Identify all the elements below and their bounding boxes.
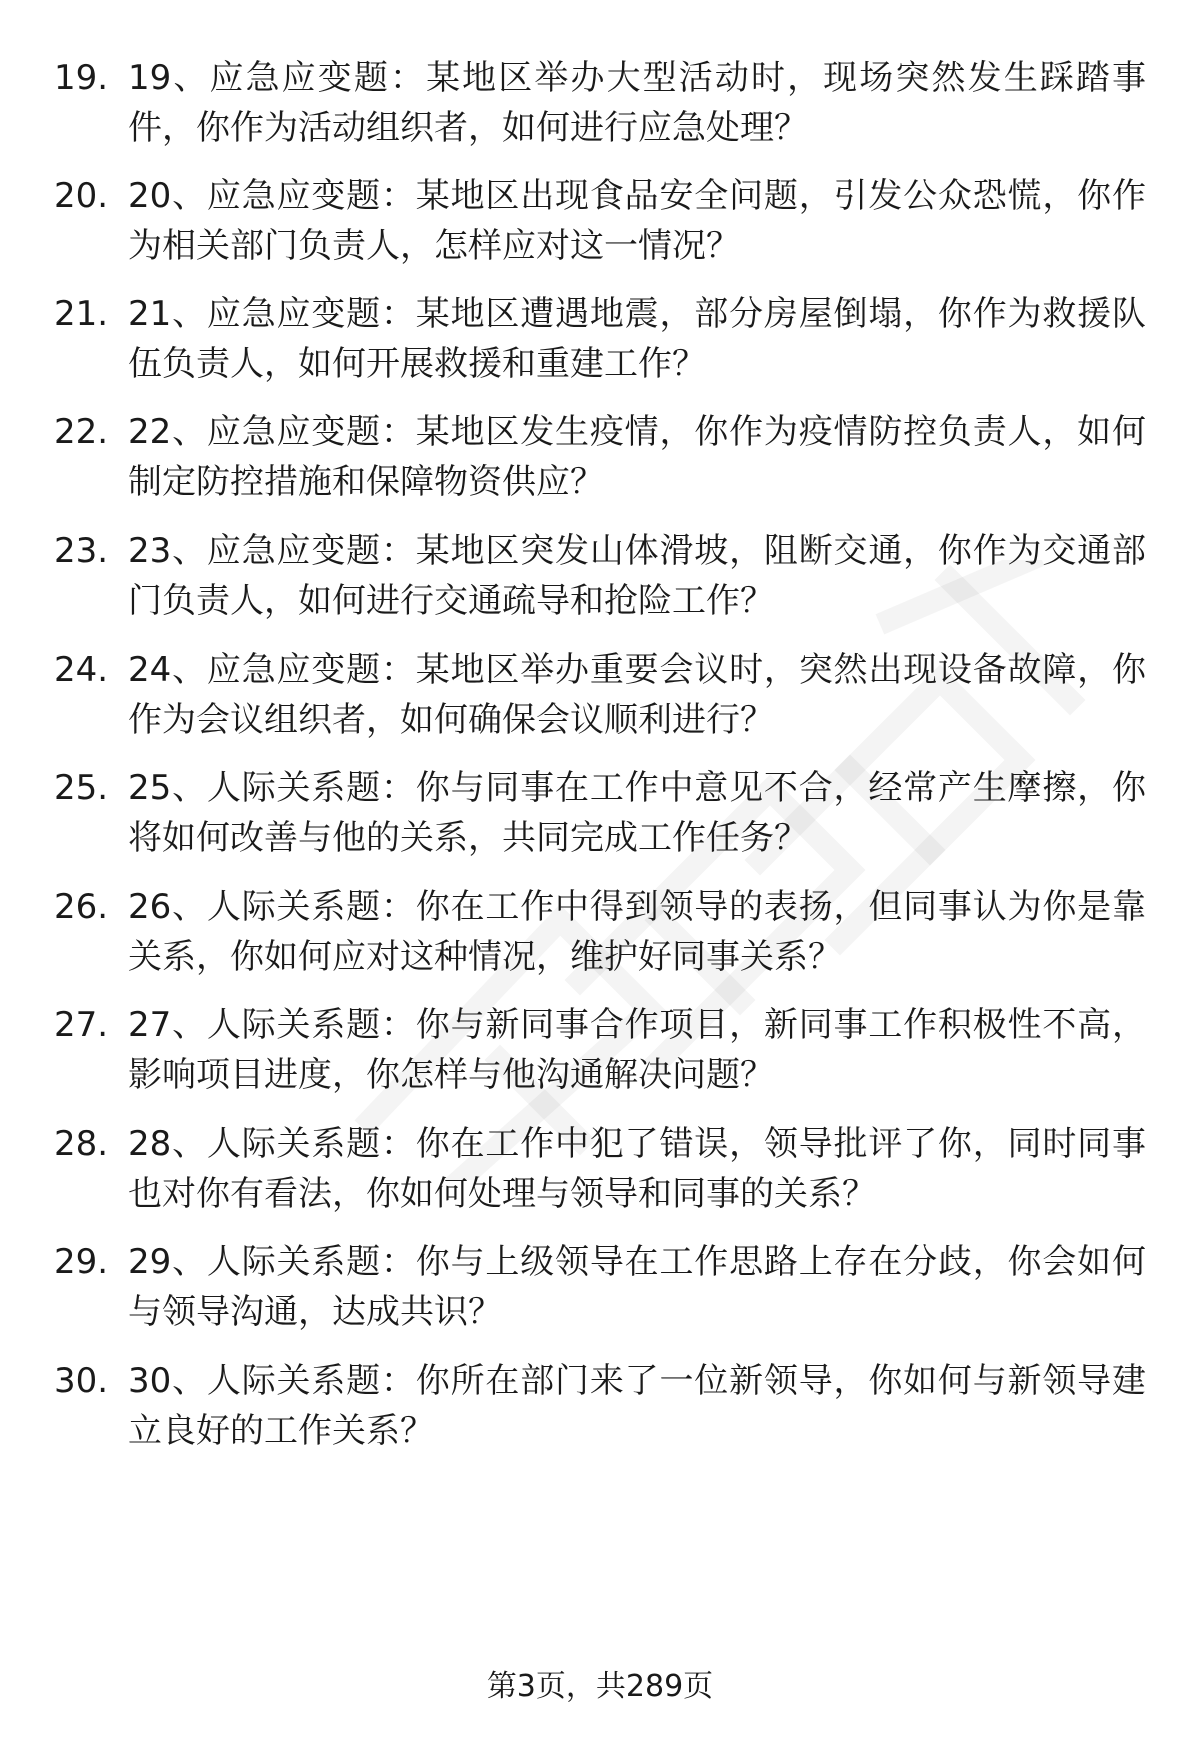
question-text: 27、人际关系题：你与新同事合作项目，新同事工作积极性不高，影响项目进度，你怎样与他沟通解决问题？ [128,1005,1146,1095]
question-item [0,645,1200,745]
page-footer: 第3页，共289页 [486,1669,714,1704]
question-text: 25、人际关系题：你与同事在工作中意见不合，经常产生摩擦，你将如何改善与他的关系，共同完成工作任务？ [128,768,1146,858]
question-text: 23、应急应变题：某地区突发山体滑坡，阻断交通，你作为交通部门负责人，如何进行交通疏导和抢险工作？ [128,531,1146,621]
question-item [0,526,1200,626]
question-item [0,1000,1200,1100]
question-number: 24. [54,650,109,690]
question-text: 29、人际关系题：你与上级领导在工作思路上存在分歧，你会如何与领导沟通，达成共识？ [128,1242,1146,1332]
question-number: 30. [54,1361,109,1401]
question-item [0,53,1200,153]
question-text: 24、应急应变题：某地区举办重要会议时，突然出现设备故障，你作为会议组织者，如何确保会议顺利进行？ [128,650,1146,740]
question-item [0,1119,1200,1219]
question-number: 23. [54,531,109,571]
question-text: 20、应急应变题：某地区出现食品安全问题，引发公众恐慌，你作为相关部门负责人，怎样应对这一情况？ [128,176,1146,266]
question-text: 19、应急应变题：某地区举办大型活动时，现场突然发生踩踏事件，你作为活动组织者，如何进行应急处理？ [128,58,1146,148]
question-number: 19. [54,58,109,98]
question-number: 25. [54,768,109,808]
question-number: 21. [54,294,109,334]
question-item [0,763,1200,863]
question-item [0,1237,1200,1337]
question-number: 20. [54,176,109,216]
question-number: 22. [54,412,109,452]
question-item [0,171,1200,271]
question-number: 27. [54,1005,109,1045]
question-item [0,882,1200,982]
question-item [0,407,1200,507]
question-number: 26. [54,887,109,927]
question-number: 28. [54,1124,109,1164]
question-item [0,1356,1200,1456]
question-item [0,289,1200,389]
question-text: 22、应急应变题：某地区发生疫情，你作为疫情防控负责人，如何制定防控措施和保障物资供应？ [128,412,1146,502]
question-number: 29. [54,1242,109,1282]
question-text: 21、应急应变题：某地区遭遇地震，部分房屋倒塌，你作为救援队伍负责人，如何开展救援和重建工作？ [128,294,1146,384]
question-text: 26、人际关系题：你在工作中得到领导的表扬，但同事认为你是靠关系，你如何应对这种情况，维护好同事关系？ [128,887,1146,977]
question-text: 30、人际关系题：你所在部门来了一位新领导，你如何与新领导建立良好的工作关系？ [128,1361,1146,1451]
question-text: 28、人际关系题：你在工作中犯了错误，领导批评了你，同时同事也对你有看法，你如何处理与领导和同事的关系？ [128,1124,1146,1214]
